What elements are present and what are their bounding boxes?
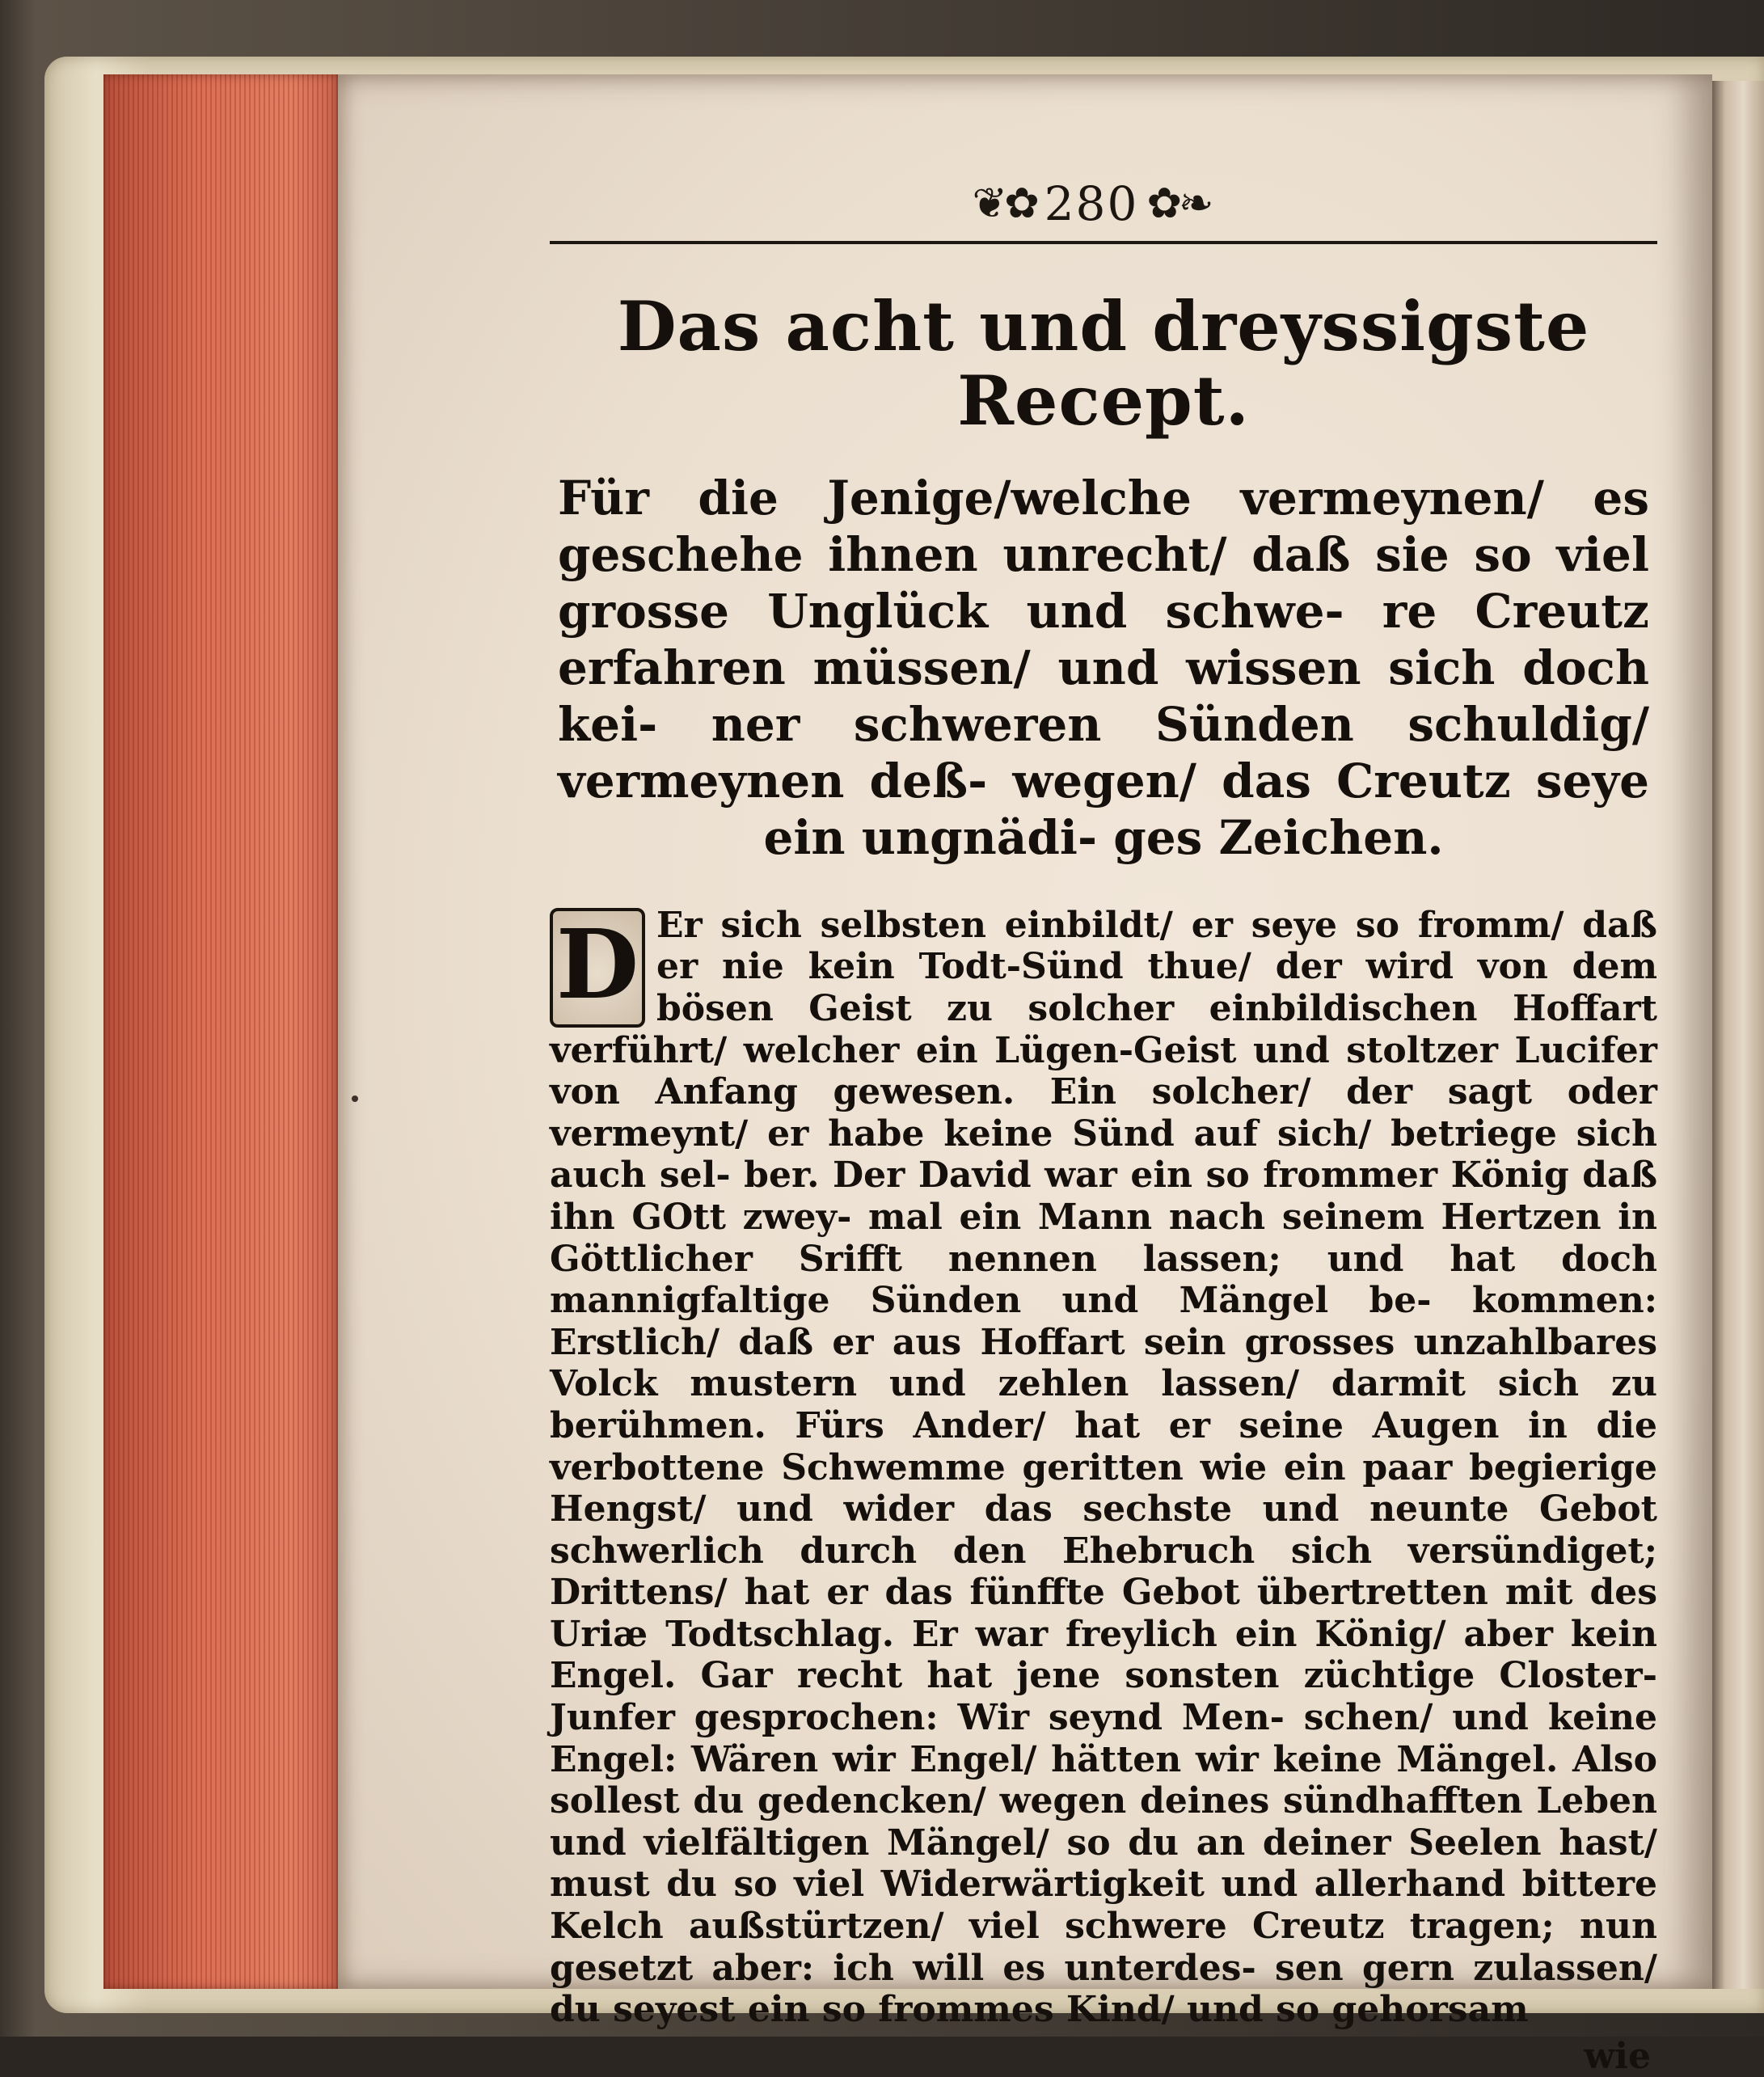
chapter-subtitle: Für die Jenige/welche vermeynen/ es geschehe ihnen unrecht/ daß sie so viel grosse Unglück und schwe- re Creutz erfahren müssen/ und wissen sich doch kei- ner schweren Sünden schuldig/ vermeynen deß- wegen/ das Creutz seye ein ungnädi- ges Zeichen.	[558, 470, 1649, 865]
chapter-heading: Das acht und dreyssigste Recept.	[617, 286, 1590, 441]
page-number: 280	[1044, 176, 1139, 231]
body-paragraph	[550, 905, 1657, 2031]
catchword: wie	[1584, 2035, 1651, 2077]
red-page-edges	[103, 74, 338, 1989]
body-text: Er sich selbsten einbildt/ er seye so fromm/ daß er nie kein Todt-Sünd thue/ der wird von dem bösen Geist zu solcher einbildischen Hoffart verführt/ welcher ein Lügen-Geist und stoltzer Lucifer von Anfang gewesen. Ein solcher/ der sagt oder vermeynt/ er habe keine Sünd auf sich/ betriege sich auch sel- ber. Der David war ein so frommer König daß ihn GOtt zwey- mal ein Mann nach seinem Hertzen in Göttlicher Srifft nennen lassen; und hat doch mannigfaltige Sünden und Mängel be- kommen: Erstlich/ daß er aus Hoffart sein grosses unzahlbares Volck mustern und zehlen lassen/ darmit sich zu berühmen. Fürs Ander/ hat er seine Augen in die verbottene Schwemme geritten wie ein paar begierige Hengst/ und wider das sechste und neunte Gebot schwerlich durch den Ehebruch sich versündiget; Drittens/ hat er das fünffte Gebot übertretten mit des Uriæ Todtschlag. Er war freylich ein König/ aber kein Engel. Gar recht hat jene sonsten züchtige Closter-Junfer gesprochen: Wir seynd Men- schen/ und keine Engel: Wären wir Engel/ hätten wir keine Mängel. Also sollest du gedencken/ wegen deines sündhafften Leben und vielfältigen Mängel/ so du an deiner Seelen hast/ must du so viel Widerwärtigkeit und allerhand bittere Kelch außstürtzen/ viel schwere Creutz tragen; nun gesetzt aber: ich will es unterdes- sen gern zulassen/ du seyest ein so frommes Kind/ und so gehorsam	[550, 904, 1657, 2031]
header-rule	[550, 241, 1657, 244]
right-ornament-icon: ✿❧	[1146, 179, 1211, 228]
page-header	[946, 176, 1237, 231]
left-ornament-icon: ❦✿	[972, 179, 1036, 228]
next-page-edge	[1712, 81, 1764, 1989]
drop-cap: D	[550, 908, 645, 1028]
page-mark	[352, 1095, 358, 1102]
page-text	[550, 267, 1657, 2077]
